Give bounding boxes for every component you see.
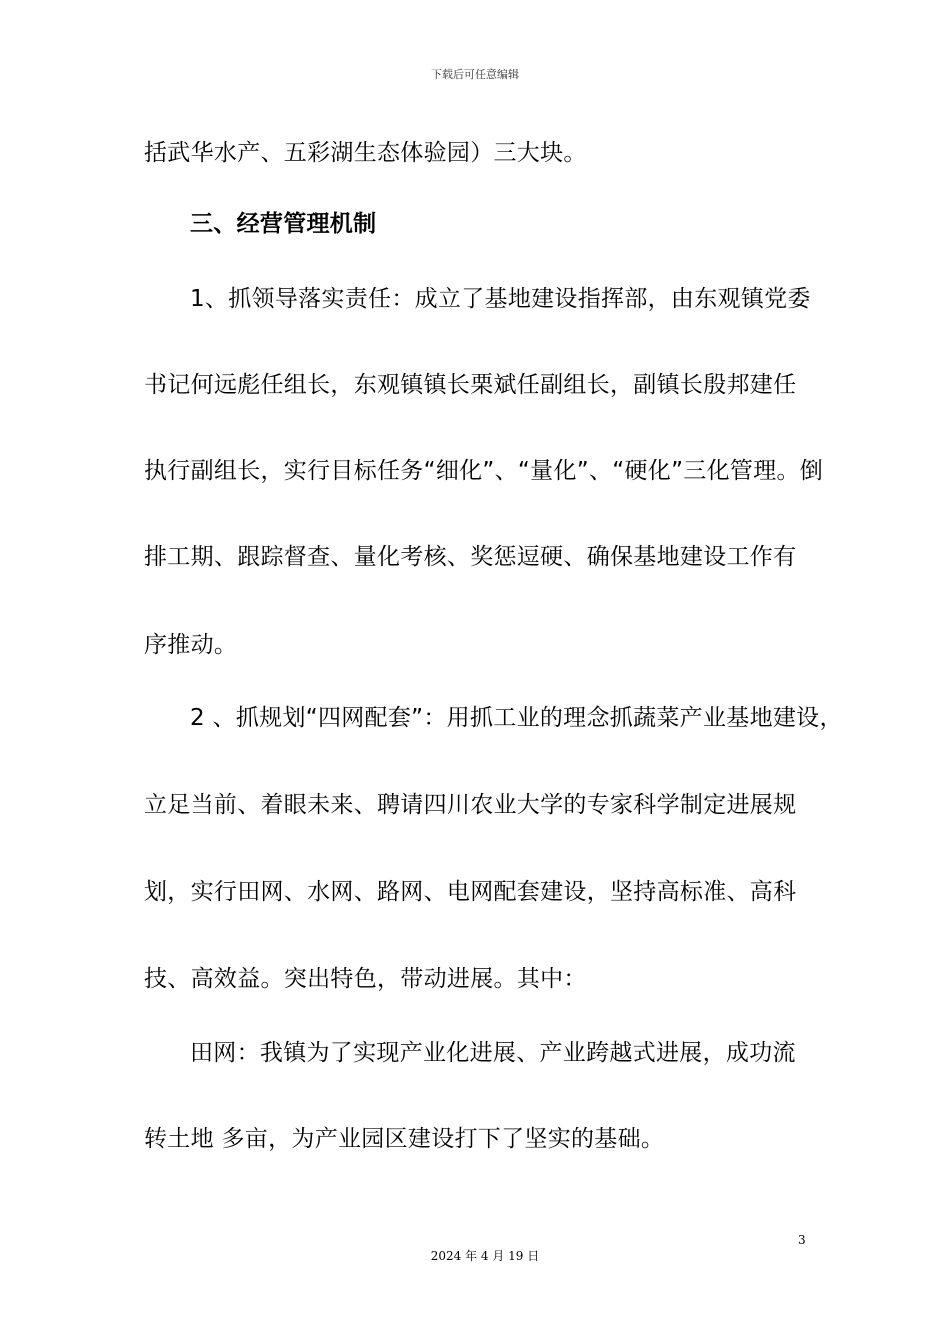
footer-date: 2024 年 4 月 19 日 — [430, 1249, 540, 1263]
section-heading: 三、经营管理机制 — [190, 211, 377, 237]
body-line: 田网：我镇为了实现产业化进展、产业跨越式进展，成功流 — [190, 1040, 796, 1066]
body-line: 排工期、跟踪督查、量化考核、奖惩逗硬、确保基地建设工作有 — [144, 544, 797, 570]
body-line: 划，实行田网、水网、路网、电网配套建设，坚持高标准、高科 — [144, 879, 797, 905]
body-line: 技、高效益。突出特色，带动进展。其中： — [144, 966, 587, 992]
header-note: 下载后可任意编辑 — [431, 68, 519, 81]
body-line: 序推动。 — [144, 632, 238, 658]
page-number: 3 — [798, 1233, 806, 1247]
body-line: 执行副组长，实行目标任务“细化”、“量化”、“硬化”三化管理。倒 — [144, 458, 824, 484]
body-line: 2 、抓规划“四网配套”：用抓工业的理念抓蔬菜产业基地建设， — [190, 705, 843, 731]
body-line: 立足当前、着眼未来、聘请四川农业大学的专家科学制定进展规 — [144, 792, 797, 818]
body-line: 括武华水产、五彩湖生态体验园）三大块。 — [144, 140, 587, 166]
body-line: 书记何远彪任组长，东观镇镇长栗斌任副组长，副镇长殷邦建任 — [144, 372, 797, 398]
body-line: 转土地 多亩，为产业园区建设打下了坚实的基础。 — [144, 1126, 665, 1152]
body-line: 1、抓领导落实责任：成立了基地建设指挥部，由东观镇党委 — [190, 286, 811, 312]
